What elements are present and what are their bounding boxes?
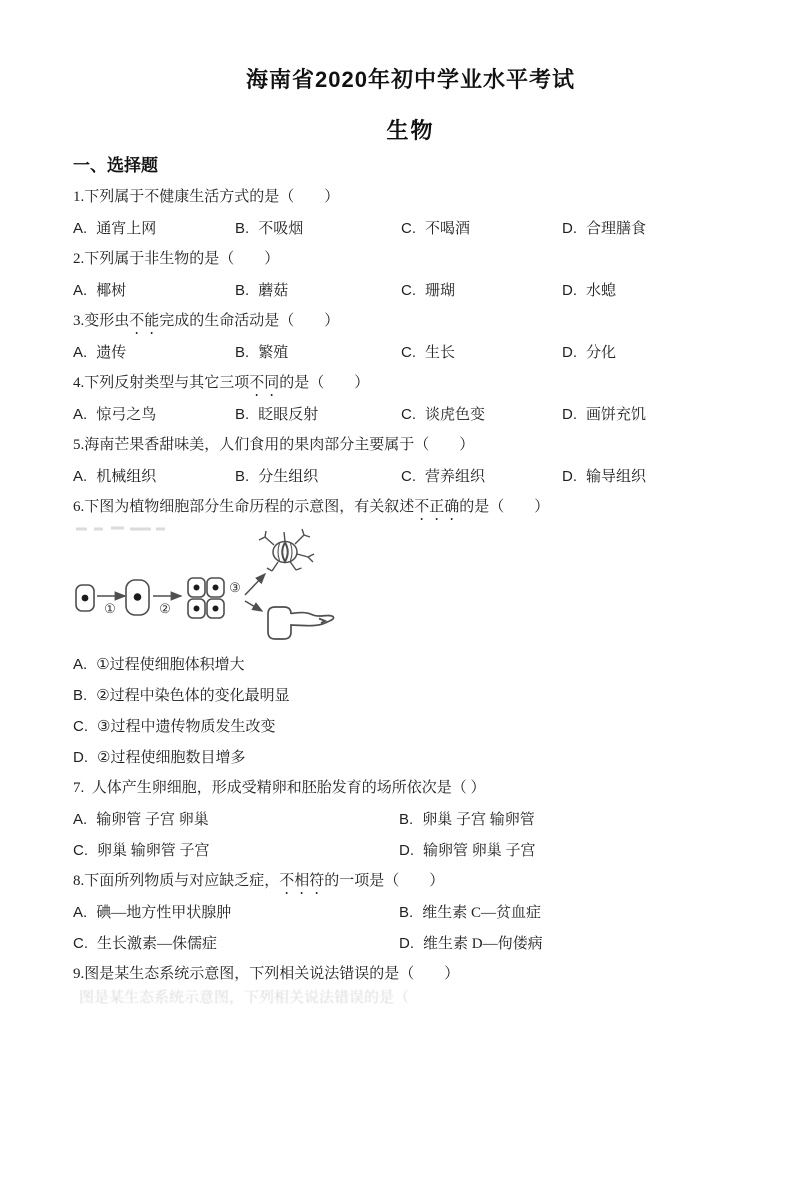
question-5-option-a <box>73 461 235 493</box>
option-label: B. <box>235 406 250 423</box>
question-1-option-d <box>562 213 748 245</box>
question-4-option-d <box>562 399 748 431</box>
option-label: C. <box>401 344 416 361</box>
question-7-options-row <box>73 804 748 835</box>
stem-segment: 4.下列反射类型与其它三项 <box>73 375 250 391</box>
option-text: 输导组织 <box>586 469 647 485</box>
option-text: 繁殖 <box>258 345 289 361</box>
question-2-stem <box>73 244 748 275</box>
option-text: 输卵管 卵巢 子宫 <box>423 843 536 859</box>
option-text: 惊弓之鸟 <box>96 407 157 423</box>
option-label: D. <box>562 468 577 485</box>
option-text: 画饼充饥 <box>586 407 647 423</box>
grown-cell-icon <box>126 580 149 615</box>
option-text: 输卵管 子宫 卵巢 <box>96 812 209 828</box>
branch-arrow-up <box>245 574 265 595</box>
question-5-options-row <box>73 461 748 492</box>
question-8-option-d <box>399 928 748 960</box>
question-1-stem <box>73 182 748 213</box>
option-text: 卵巢 子宫 输卵管 <box>422 812 535 828</box>
stem-segment: 6.下图为植物细胞部分生命历程的示意图，有关叙述 <box>73 499 415 515</box>
option-label: C. <box>401 282 416 299</box>
question-6-stem <box>73 492 748 523</box>
option-text: 眨眼反射 <box>258 407 319 423</box>
question-5-option-c <box>401 461 562 493</box>
question-1-option-b <box>235 213 401 245</box>
option-label: B. <box>73 687 88 704</box>
question-6-options-row <box>73 649 748 680</box>
question-2-option-a <box>73 275 235 307</box>
question-7-option-d <box>399 835 748 867</box>
option-text: ①过程使细胞体积增大 <box>96 657 245 673</box>
option-label: A. <box>73 904 88 921</box>
question-4-options-row <box>73 399 748 430</box>
option-label: C. <box>73 935 88 952</box>
option-text: 营养组织 <box>425 469 486 485</box>
question-1-options-row <box>73 213 748 244</box>
option-text: 生长激素—侏儒症 <box>97 936 218 952</box>
option-label: D. <box>562 282 577 299</box>
question-7-stem <box>73 773 748 804</box>
option-text: 机械组织 <box>96 469 157 485</box>
stem-segment: 9.图是某生态系统示意图，下列相关说法错误的是（ ） <box>73 966 460 982</box>
differentiated-spiky-cell-icon <box>259 529 314 571</box>
question-6-option-d <box>73 742 748 774</box>
stem-segment: 5.海南芒果香甜味美，人们食用的果肉部分主要属于（ ） <box>73 437 475 453</box>
stem-segment: 的是（ ） <box>459 499 550 515</box>
option-text: ②过程使细胞数目增多 <box>97 750 246 766</box>
question-5-stem <box>73 430 748 461</box>
question-2 <box>73 244 748 306</box>
question-3-options-row <box>73 337 748 368</box>
question-3 <box>73 306 748 368</box>
question-list <box>73 182 748 990</box>
option-text: 珊瑚 <box>425 283 456 299</box>
question-7 <box>73 773 748 866</box>
option-label: C. <box>401 468 416 485</box>
option-text: 不吸烟 <box>258 221 304 237</box>
question-8-option-b <box>399 897 748 929</box>
question-2-option-b <box>235 275 401 307</box>
stem-emphasized-segment: 不同 <box>249 375 280 391</box>
question-8 <box>73 866 748 959</box>
option-label: C. <box>401 406 416 423</box>
option-label: D. <box>562 220 577 237</box>
initial-cell-icon <box>76 585 94 611</box>
question-6-options-row <box>73 680 748 711</box>
option-text: 椰树 <box>96 283 127 299</box>
question-8-option-c <box>73 928 399 960</box>
step-label-3: ③ <box>229 580 241 595</box>
stem-segment: 3.变形虫 <box>73 313 130 329</box>
stem-segment: 7. 人体产生卵细胞，形成受精卵和胚胎发育的场所依次是（ ） <box>73 780 486 796</box>
question-1 <box>73 182 748 244</box>
question-7-option-c <box>73 835 399 867</box>
option-label: A. <box>73 220 88 237</box>
question-2-options-row <box>73 275 748 306</box>
option-label: D. <box>399 935 414 952</box>
option-text: 分化 <box>586 345 617 361</box>
exam-page <box>0 64 793 1006</box>
stem-segment: 2.下列属于非生物的是（ ） <box>73 251 280 267</box>
question-4 <box>73 368 748 430</box>
cell-life-cycle-diagram <box>73 523 748 649</box>
question-3-option-b <box>235 337 401 369</box>
option-text: ③过程中遗传物质发生改变 <box>97 719 276 735</box>
divided-cells-icon <box>188 578 224 618</box>
question-3-option-a <box>73 337 235 369</box>
option-text: 合理膳食 <box>586 221 647 237</box>
question-4-option-a <box>73 399 235 431</box>
stem-segment: 的一项是（ ） <box>324 873 445 889</box>
option-text: 遗传 <box>96 345 127 361</box>
question-8-stem <box>73 866 748 897</box>
question-5-option-d <box>562 461 748 493</box>
question-6 <box>73 492 748 773</box>
question-6-option-a <box>73 649 748 681</box>
step-label-1: ① <box>104 601 116 616</box>
question-7-option-a <box>73 804 399 836</box>
question-6-options-row <box>73 711 748 742</box>
stem-emphasized-segment: 不相符 <box>279 873 325 889</box>
question-5-option-b <box>235 461 401 493</box>
option-label: B. <box>235 468 250 485</box>
option-label: D. <box>73 749 88 766</box>
scan-ghost-line: 图是某生态系统示意图，下列相关说法错误的是（ <box>79 990 410 1006</box>
question-4-stem <box>73 368 748 399</box>
stem-segment: 8.下面所列物质与对应缺乏症， <box>73 873 280 889</box>
option-label: C. <box>73 842 88 859</box>
question-2-option-d <box>562 275 748 307</box>
option-label: A. <box>73 406 88 423</box>
question-6-option-b <box>73 680 748 712</box>
option-label: B. <box>399 811 414 828</box>
section-heading: 一、选择题 <box>73 156 158 175</box>
page-title: 海南省2020年初中学业水平考试 <box>246 67 575 92</box>
option-label: C. <box>401 220 416 237</box>
option-text: 蘑菇 <box>258 283 289 299</box>
option-label: B. <box>235 282 250 299</box>
stem-segment: 1.下列属于不健康生活方式的是（ ） <box>73 189 340 205</box>
question-4-option-b <box>235 399 401 431</box>
question-3-option-c <box>401 337 562 369</box>
option-text: 维生素 D—佝偻病 <box>423 936 543 952</box>
question-7-options-row <box>73 835 748 866</box>
question-2-option-c <box>401 275 562 307</box>
option-text: 分生组织 <box>258 469 319 485</box>
question-8-option-a <box>73 897 399 929</box>
option-label: D. <box>399 842 414 859</box>
option-text: 不喝酒 <box>425 221 471 237</box>
option-text: 水螅 <box>586 283 617 299</box>
question-7-option-b <box>399 804 748 836</box>
option-label: A. <box>73 468 88 485</box>
option-text: 卵巢 输卵管 子宫 <box>97 843 210 859</box>
question-3-stem <box>73 306 748 337</box>
question-4-option-c <box>401 399 562 431</box>
cell-life-cycle-svg <box>73 523 353 649</box>
option-label: A. <box>73 344 88 361</box>
option-label: C. <box>73 718 88 735</box>
option-label: B. <box>235 220 250 237</box>
step-label-2: ② <box>159 601 171 616</box>
stem-emphasized-segment: 不正确 <box>414 499 460 515</box>
scan-artifact-smudge <box>76 528 165 529</box>
question-5 <box>73 430 748 492</box>
option-label: D. <box>562 406 577 423</box>
option-text: 谈虎色变 <box>425 407 486 423</box>
option-text: ②过程中染色体的变化最明显 <box>96 688 290 704</box>
option-label: A. <box>73 282 88 299</box>
option-text: 生长 <box>425 345 456 361</box>
option-label: A. <box>73 656 88 673</box>
stem-segment: 完成的生命活动是（ ） <box>159 313 340 329</box>
option-label: B. <box>399 904 414 921</box>
stem-emphasized-segment: 不能 <box>129 313 160 329</box>
question-6-options-row <box>73 742 748 773</box>
stem-segment: 的是（ ） <box>279 375 370 391</box>
question-6-option-c <box>73 711 748 743</box>
question-8-options-row <box>73 897 748 928</box>
differentiated-tube-cell-icon <box>268 607 334 639</box>
question-1-option-c <box>401 213 562 245</box>
option-text: 通宵上网 <box>96 221 157 237</box>
branch-arrow-down <box>245 601 262 611</box>
option-text: 维生素 C—贫血症 <box>422 905 541 921</box>
option-label: B. <box>235 344 250 361</box>
subject-title: 生物 <box>386 118 435 143</box>
question-1-option-a <box>73 213 235 245</box>
option-text: 碘—地方性甲状腺肿 <box>96 905 232 921</box>
option-label: A. <box>73 811 88 828</box>
question-3-option-d <box>562 337 748 369</box>
question-8-options-row <box>73 928 748 959</box>
option-label: D. <box>562 344 577 361</box>
